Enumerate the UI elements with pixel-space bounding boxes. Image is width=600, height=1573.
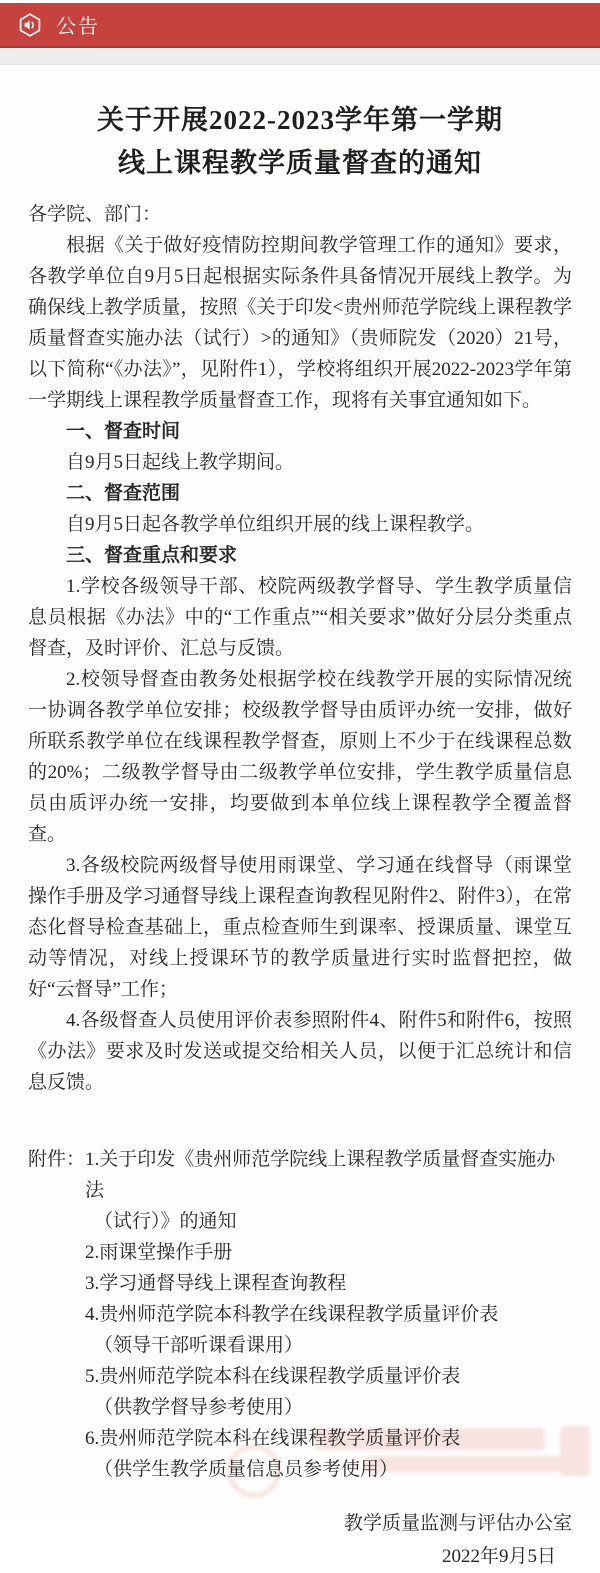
notice-title xyxy=(28,99,572,185)
signature-date: 2022年9月5日 xyxy=(441,1546,556,1567)
attachment-1-line1: 1.关于印发《贵州师范学院线上课程教学质量督查实施办法 xyxy=(85,1149,556,1201)
attachment-2: 2.雨课堂操作手册 xyxy=(85,1242,233,1263)
section-3-item-3: 3.各级校院两级督导使用雨课堂、学习通在线督导（雨课堂操作手册及学习通督导线上课程查询教程见附件2、附件3），在常态化督导检查基础上，重点检查师生到课率、授课质量、课堂互动等情况，对线上授课环节的教学质量进行实时监督把控，做好“云督导”工作； xyxy=(28,855,572,1000)
notice-title-line2: 线上课程教学质量督查的通知 xyxy=(118,148,482,178)
attachment-1-line2: （试行）》的通知 xyxy=(94,1211,237,1232)
section-1-heading: 一、督查时间 xyxy=(66,421,181,442)
salutation: 各学院、部门： xyxy=(28,204,162,225)
banner-title: 公告 xyxy=(56,16,100,38)
announcement-banner xyxy=(0,3,600,48)
attachment-5-line1: 5.贵州师范学院本科在线课程教学质量评价表 xyxy=(85,1366,461,1387)
section-2-paragraph: 自9月5日起各教学单位组织开展的线上课程教学。 xyxy=(66,514,485,535)
attachments-block xyxy=(28,1144,572,1485)
attachments-list xyxy=(85,1144,572,1485)
attachment-4-line1: 4.贵州师范学院本科教学在线课程教学质量评价表 xyxy=(85,1304,499,1325)
notice-title-line1: 关于开展2022-2023学年第一学期 xyxy=(97,105,503,135)
attachment-3: 3.学习通督导线上课程查询教程 xyxy=(85,1273,347,1294)
section-1-paragraph: 自9月5日起线上教学期间。 xyxy=(66,452,295,473)
signature-block xyxy=(28,1507,572,1573)
attachment-6-line1: 6.贵州师范学院本科在线课程教学质量评价表 xyxy=(85,1428,461,1449)
attachment-4-line2: （领导干部听课看课用） xyxy=(94,1335,304,1356)
notice-document xyxy=(0,99,600,1573)
section-3-item-2: 2.校领导督查由教务处根据学校在线教学开展的实际情况统一协调各教学单位安排；校级教学督导由质评办统一安排，做好所联系教学单位在线课程教学督查，原则上不少于在线课程总数的20%；二级教学督导由二级教学单位安排，学生教学质量信息员由质评办统一安排，均要做到本单位线上课程教学全覆盖督查。 xyxy=(28,669,572,845)
speaker-icon xyxy=(17,12,43,38)
section-2-heading: 二、督查范围 xyxy=(66,483,181,504)
section-3-heading: 三、督查重点和要求 xyxy=(66,545,238,566)
attachment-5-line2: （供教学督导参考使用） xyxy=(94,1397,304,1418)
subheader-strip xyxy=(0,48,600,65)
intro-paragraph: 根据《关于做好疫情防控期间教学管理工作的通知》要求，各教学单位自9月5日起根据实际条件具备情况开展线上教学。为确保线上教学质量，按照《关于印发<贵州师范学院线上课程教学质量督查实施办法（试行）>的通知》（贵师院发（2020）21号，以下简称“《办法》”，见附件1），学校将组织开展2022-2023学年第一学期线上课程教学质量督查工作，现将有关事宜通知如下。 xyxy=(28,235,572,411)
attachments-label: 附件： xyxy=(28,1149,86,1170)
section-3-item-1: 1.学校各级领导干部、校院两级教学督导、学生教学质量信息员根据《办法》中的“工作重点”“相关要求”做好分层分类重点督查，及时评价、汇总与反馈。 xyxy=(28,576,572,659)
attachment-6-line2: （供学生教学质量信息员参考使用） xyxy=(94,1459,399,1480)
signature-office: 教学质量监测与评估办公室 xyxy=(343,1513,572,1534)
section-3-item-4: 4.各级督查人员使用评价表参照附件4、附件5和附件6，按照《办法》要求及时发送或提交给相关人员，以便于汇总统计和信息反馈。 xyxy=(28,1010,572,1093)
